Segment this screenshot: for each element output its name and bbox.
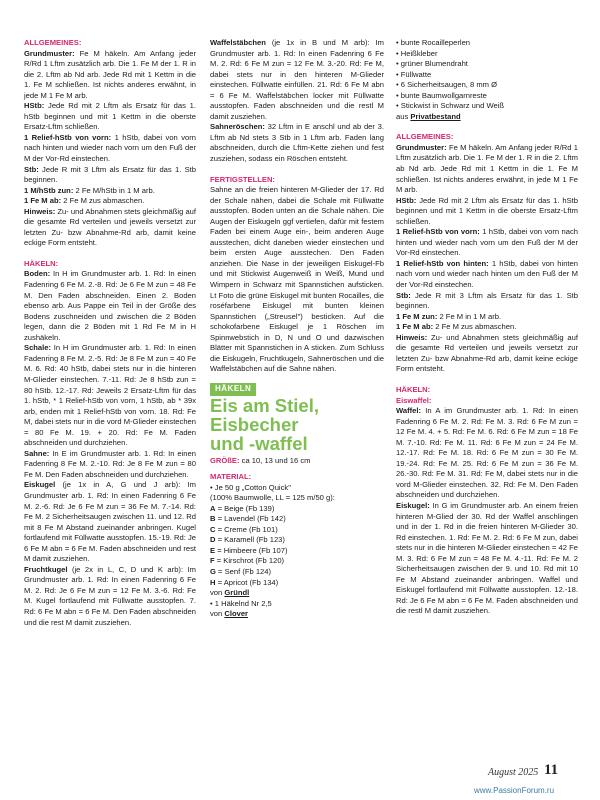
material-item: • Heißkleber [396,49,578,60]
materials-list [396,38,578,112]
paragraph-grundmuster: Grundmuster: Fe M häkeln. Am Anfang jeder R/Rd 1 Lftm zusätzlich arb. Die 1. Fe M der 1. R in die 2. Lftm ab Nd arb. Jede Rd mit 1 Kettm in die 1. Fe M schließen. Ist nichts anderes erwähnt, in jede M 1 Fe M arb. [24,48,196,100]
supplier-line-3: aus Privatbestand [396,111,461,121]
paragraph-hstb-2: HStb: Jede Rd mit 2 Lftm als Ersatz für das 1. hStb beginnen und mit 1 Kettm in die oberste Ersatz-Lftm schließen. [396,195,578,226]
paragraph-zun-2: 1 Fe M zun: 2 Fe M in 1 M arb. [396,311,502,321]
color-item: E = Himbeere (Fb 107) [210,545,288,555]
article-title-line1: Eis am Stiel, Eisbecher [210,394,319,435]
paragraph-relief-hinten: 1 Relief-hStb von hinten: 1 hStb, dabei von hinten nach vorn und wieder nach hinten um den Fuß der M der Vor-Rd einstechen. [396,258,578,290]
section-heading-haekeln-2: HÄKELN: [396,384,431,394]
column-left [24,38,196,628]
paragraph-hstb: HStb: Jede Rd mit 2 Lftm als Ersatz für das 1. hStb beginnen und mit 1 Kettm in die oberste Ersatz-Lftm schließen. [24,101,196,132]
article-title-line2: und -waffel [210,432,308,454]
page-number: 11 [544,762,559,778]
supplier-line-2: von Clover [210,609,249,619]
paragraph-fruchtkugel: Fruchtkugel (je 2x in L, C, D und K arb): Im Grundmuster arb. 1. Rd: In einen Fadenring 6 Fe M. 2. Rd: Je 6 Fe M zun = 12 Fe M. 3.-6. Rd: Fe M. Kugel fortlaufend mit Füllwatte ausstopfen. 7. Rd: 6 Fe M abn = 6 Fe M. Den Faden abschneiden und die rest M damit zusziehen. [24,564,196,627]
color-item: A = Beige (Fb 139) [210,503,275,513]
section-heading-allgemeines-2: ALLGEMEINES: [396,132,454,142]
yarn-intro: • Je 50 g „Cotton Quick" [210,482,291,492]
color-item: B = Lavendel (Fb 142) [210,514,286,524]
paragraph-eiskugel-2: Eiskugel: In G im Grundmuster arb. An einem freien hinteren M-Glied der 30. Rd der Waffel anschlingen und in der 1. Rd in die freien hinteren M-Glieder 30. Rd einstechen. 1. Rd: Fe M. 2. Rd: 6 Fe M zun, dabei stets nur in die hinteren M-Glieder einstechen = 42 Fe M. 3. Rd: 6 Fe M zun = 48 Fe M. 4.-11. Rd: Fe M. 2 Sicherheitsaugen zwischen der 9. und 10. Rd mit 10 Fe M Abstand zueinander anbringen. Waffel und Eiskugel fortlaufend mit Füllwatte ausstopfen. 12.-18. Rd: Je 6 Fe M abn = 6 Fe M. Faden abschneiden und die restl M damit zusziehen. [396,500,578,616]
supplier-line-1: von Gründl [210,588,250,598]
subheading-eiswaffel: Eiswaffel: [396,395,432,405]
column-middle [210,38,384,620]
paragraph-eiskugel: Eiskugel (je 1x in A, G und J arb): Im Grundmuster arb. 1. Rd: In einen Fadenring 6 Fe M. 2.-6. Rd: Je 6 Fe M zun = 36 Fe M. 7.-14. Rd: Fe M. 2 Sicherheitsaugen zwischen 11. und 12. Rd mit 8 Fe M Abstand zueinander anbringen. Kugel fortlaufend mit Füllwatte ausstopfen. 15.-19. Rd: Je 6 Fe M abn = 6 Fe M. Faden abschneiden und rest M damit zusziehen. [24,480,196,564]
paragraph-stb-2: Stb: Jede R mit 3 Lftm als Ersatz für das 1. Stb beginnen. [396,290,578,311]
material-item: • 6 Sicherheitsaugen, 8 mm Ø [396,80,578,91]
paragraph-ab-2: 1 Fe M ab: 2 Fe M zus abmaschen. [396,322,517,332]
material-item: • bunte Baumwollgarnreste [396,91,578,102]
material-item: • Stickwist in Schwarz und Weiß [396,101,578,112]
size-info: GRÖßE: ca 10, 13 und 16 cm [210,455,311,465]
paragraph-waffel: Waffel: In A im Grundmuster arb. 1. Rd: In einen Fadenring 6 Fe M. 2. Rd: Fe M. 3. Rd: 6 Fe M zun = 12 Fe M. 4. + 5. Rd: Fe M. 6. Rd: 6 Fe M zun = 18 Fe M. 7.-10. Rd: Fe M. 11. Rd: 6 Fe M zun = 24 Fe M. 12.-17. Rd: Fe M. 18. Rd: 6 Fe M zun = 30 Fe M. 19.-24. Rd: Fe M. 25. Rd: 6 Fe M zun = 36 Fe M. 26.-30. Rd: Fe M. 31. Rd: Fe M, dabei stets nur in die vord M-Glieder einstechen. 32. Rd: Fe M. Den Faden abschneiden und durchziehen. [396,406,578,500]
paragraph-fertigstellen: Sahne an die freien hinteren M-Glieder der 17. Rd der Schale nähen, dabei die Schale mit Füllwatte ausstopfen. Boden unten an die Schale nähen. Die Augen der Eiskugeln ggf vertiefen, dafür mit festem Faden bei einem Auge ein-, beim anderen Auge ausstechen, dicht daneben wieder einstechen und beim ersten Auge ausstechen. Den Faden anziehen. Die Nase in der jeweiligen Eiskugel-Fb und mit Stickwist Augenweiß in Weiß, Mund und Wimpern in Schwarz mit Spannstichen aufsticken. Lt Foto die grüne Eiskugel mit bunten Rocailles, die roséfarbene Eiskugel mit bunten kleinen Spannstichen („Streusel") besticken. Auf die schokofarbene Eiskugel je 1 Röschen im Spinnwebstich in D, N und O und dazwischen Blätter mit Spannstichen in A sticken. Zum Schluss die Eiskugeln, Fruchtkugeln, Sahneröschen und die Waffelstäbchen auf die Sahne nähen. [210,185,384,374]
paragraph-stb: Stb: Jede R mit 3 Lftm als Ersatz für das 1. Stb beginnen. [24,164,196,185]
paragraph-grundmuster-2: Grundmuster: Fe M häkeln. Am Anfang jeder R/Rd 1 Lftm zusätzlich arb. Die 1. Fe M der 1. R in die 2. Lftm ab Nd arb. Jede Rd mit 1 Kettm in die 1. Fe M schließen. Ist nichts anderes erwähnt, in jede M 1 Fe M arb. [396,142,578,195]
section-heading-allgemeines: ALLGEMEINES: [24,38,82,47]
color-item: H = Apricot (Fb 134) [210,577,279,587]
paragraph-ab: 1 Fe M ab: 2 Fe M zus abmaschen. [24,196,145,206]
paragraph-sahne: Sahne: In E im Grundmuster arb. 1. Rd: In einen Fadenring 8 Fe M. 2.-10. Rd: Je 8 Fe M zun = 80 Fe M. Den Faden abschneiden und durchziehen. [24,448,196,479]
paragraph-schale: Schale: In H im Grundmuster arb. 1. Rd: In einen Fadenring 8 Fe M. 2.-5. Rd: Je 8 Fe M zun = 40 Fe M. 6. Rd: 40 hStb, dabei stets nur in die hinteren M-Glieder einstechen. 7.-11. Rd: Je 8 hStb zun = 80 hStb. 12.-17. Rd: Jeweils 2 Ersatz-Lftm für das 1. hStb, * 1 Relief-hStb von vorn, 1 hStb, ab * 39x arb, enden mit 1 Relief-hStb von vorn. 18. Rd: Fe M, dabei stets nur in die vord M-Glieder einstechen = 80 Fe M. 19. + 20. Rd: Fe M. Faden abschneiden und durchziehen. [24,343,196,448]
material-item: • bunte Rocailleperlen [396,38,578,49]
column-right [396,38,578,617]
paragraph-relief: 1 Relief-hStb von vorn: 1 hStb, dabei von vorn nach hinten und wieder nach vorn um den Fuß der M der Vor-Rd einstechen. [24,132,196,164]
color-item: G = Senf (Fb 124) [210,566,272,576]
section-heading-material: MATERIAL: [210,472,252,482]
material-item: • Füllwatte [396,70,578,81]
section-heading-haekeln: HÄKELN: [24,258,59,268]
paragraph-sahneroeschen: Sahneröschen: 32 Lftm in E anschl und ab der 3. Lftm ab Nd stets 3 Stb in 1 Lftm arb. Faden lang abschneiden, durch die Lftm-Kette ziehen und fest zusziehen, sodass ein Röschen entsteht. [210,122,384,164]
yarn-spec: (100% Baumwolle, LL = 125 m/50 g): [210,493,335,503]
color-item: C = Creme (Fb 101) [210,524,278,534]
color-item: F = Kirschrot (Fb 120) [210,556,285,566]
hook-info: • 1 Häkelnd Nr 2,5 [210,598,272,608]
paragraph-hinweis-2: Hinweis: Zu- und Abnahmen stets gleichmäßig auf die gesamte Rd verteilen und jeweils versetzt zur letzten Zu- bzw Abnahme-Rd arb, damit keine eckige Form entsteht. [396,332,578,374]
paragraph-boden: Boden: In H im Grundmuster arb. 1. Rd: In einen Fadenring 6 Fe M. 2.-8. Rd: Je 6 Fe M zun = 48 Fe M. Den Faden abschneiden. Einen 2. Boden ebenso arb. Aus Pappe ein Teil in der Größe des Bodens zuschneiden und zwischen die 2 Böden legen, dann die 2 Böden mit 1 Rd Fe M in H zushäkeln. [24,269,196,342]
watermark-link[interactable]: www.PassionForum.ru [474,786,555,795]
category-tag: HÄKELN [210,383,384,396]
paragraph-waffelstaebchen: Waffelstäbchen (je 1x in B und M arb): Im Grundmuster arb. 1. Rd: In einen Fadenring 6 Fe M. 2. Rd: 6 Fe M zun = 12 Fe M. 3.-20. Rd: Fe M, dabei stets nur in den hinteren M-Glieder einstechen. Füllwatte einfüllen. 21. Rd: 6 Fe M abn = 6 Fe M. Waffelstäbchen locker mit Füllwatte ausstopfen. Faden abschneiden und die restl M damit zusziehen. [210,38,384,121]
color-list [210,504,384,588]
section-heading-fertigstellen: FERTIGSTELLEN: [210,174,275,184]
paragraph-zun: 1 M/hStb zun: 2 Fe M/hStb in 1 M arb. [24,185,155,195]
issue-date: August 2025 [488,767,539,778]
color-item: D = Karamell (Fb 123) [210,535,285,545]
paragraph-hinweis: Hinweis: Zu- und Abnahmen stets gleichmäßig auf die gesamte Rd verteilen und jeweils versetzt zur letzten Zu- bzw Abnahme-Rd arb, damit keine eckige Form entsteht. [24,206,196,248]
material-item: • grüner Blumendraht [396,59,578,70]
paragraph-relief-vorn: 1 Relief-hStb von vorn: 1 hStb, dabei von vorn nach hinten und wieder nach vorn um den Fuß der M der Vor-Rd einstechen. [396,227,578,258]
